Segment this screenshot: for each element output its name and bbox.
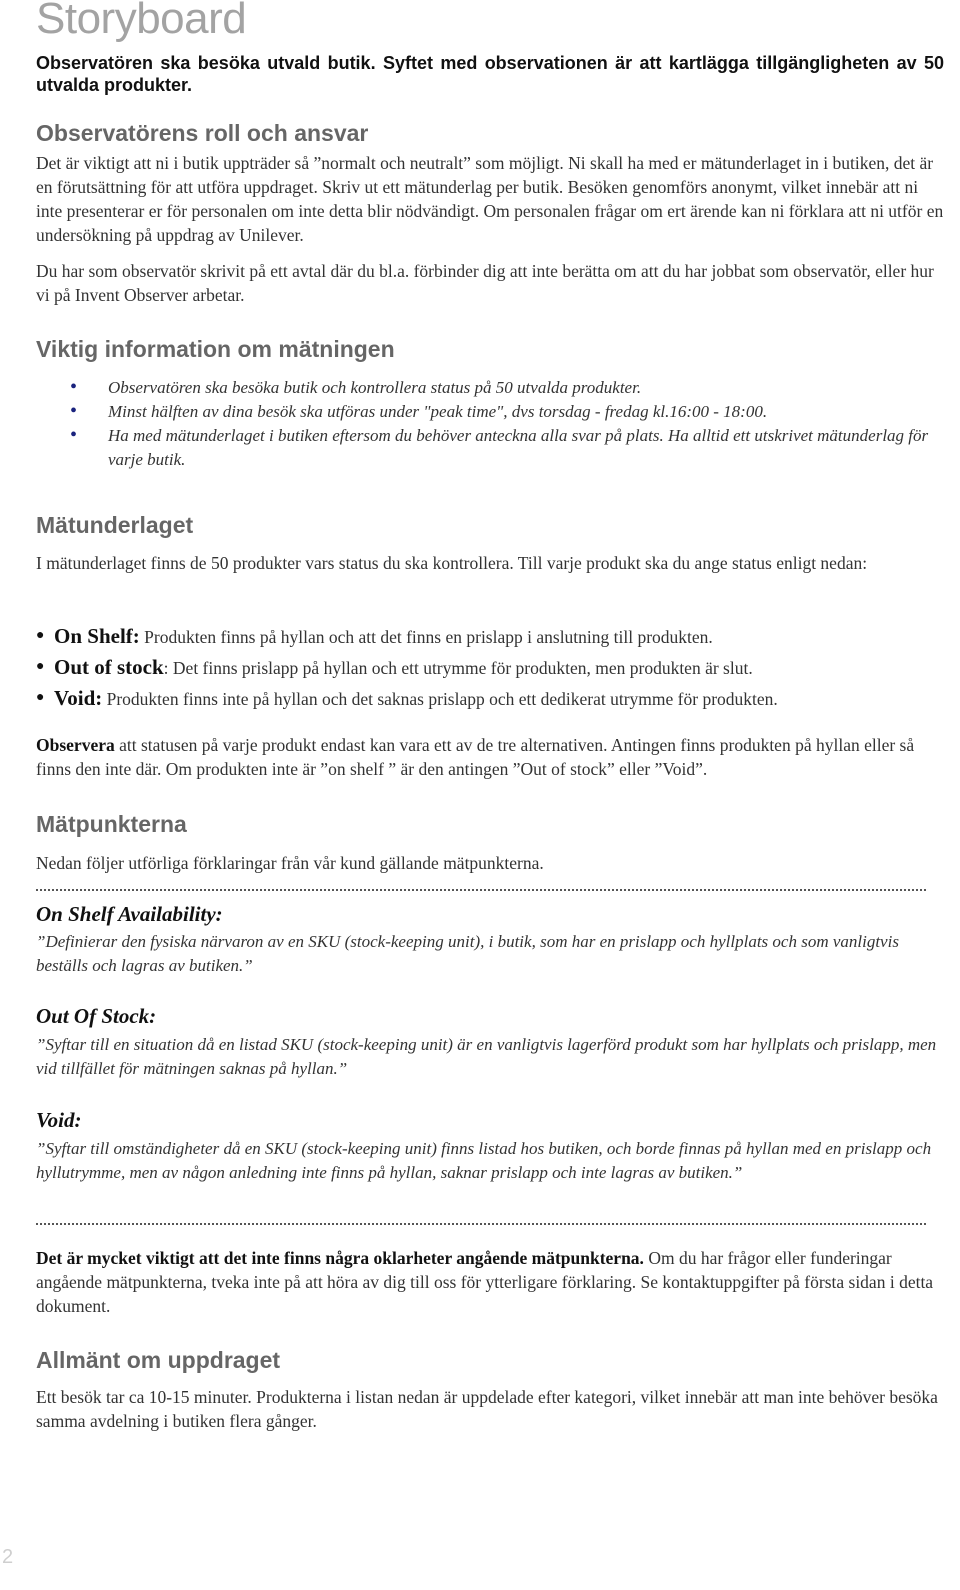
allmant-paragraph: Ett besök tar ca 10-15 minuter. Produkterna i listan nedan är uppdelade efter kategori, vilket innebär att man inte behöver besöka samma avdelning i butiken flera gånger. bbox=[36, 1387, 938, 1431]
section-heading-viktig: Viktig information om mätningen bbox=[36, 336, 395, 362]
list-item: • Observatören ska besöka butik och kontrollera status på 50 utvalda produkter. bbox=[70, 376, 642, 398]
roll-paragraph-2: Du har som observatör skrivit på ett avtal där du bl.a. förbinder dig att inte berätta om att du har jobbat som observatör, eller hur vi på Invent Observer arbetar. bbox=[36, 261, 934, 305]
definition-on-shelf: ”Definierar den fysiska närvaron av en SKU (stock-keeping unit), i butik, som har en prislapp och hyllplats och som vanligtvis beställs och lagras av butiken.” bbox=[36, 932, 899, 975]
definition-out-of-stock: ”Syftar till en situation då en listad SKU (stock-keeping unit) är en vanligtvis lagerförd produkt som har hyllplats och prislapp, men vid tillfället för mätningen saknas på hyllan.” bbox=[36, 1035, 937, 1078]
bullet-icon: ● bbox=[36, 690, 45, 705]
status-item-void: ● Void: Produkten finns inte på hyllan och det saknas prislapp och ett dedikerat utrymme för produkten. bbox=[36, 686, 778, 710]
list-item: • Minst hälften av dina besök ska utföras under "peak time", dvs torsdag - fredag kl.16:00 - 18:00. bbox=[70, 400, 768, 422]
bullet-icon: ● bbox=[36, 628, 45, 643]
section-heading-allmant: Allmänt om uppdraget bbox=[36, 1347, 281, 1373]
roll-paragraph-1: Det är viktigt att ni i butik uppträder så ”normalt och neutralt” som möjligt. Ni skall ha med er mätunderlaget in i butiken, det är en förutsättning för att utföra uppdraget. Skriv ut ett mätunderlag per butik. Besöken genomförs anonymt, vilket innebär att ni inte presenterar er för personalen om inte detta blir nödvändigt. Om personalen frågar om ert ärende kan ni förklara att ni utför en undersökning på uppdrag av Unilever. bbox=[36, 153, 944, 245]
section-heading-matpunkterna: Mätpunkterna bbox=[36, 811, 187, 837]
lead-paragraph: Observatören ska besöka utvald butik. Syftet med observationen är att kartlägga tillgängligheten av 50 utvalda produkter. bbox=[36, 53, 944, 95]
status-item-out-of-stock: ● Out of stock: Det finns prislapp på hyllan och ett utrymme för produkten, men produkten är slut. bbox=[36, 655, 753, 679]
matpunkterna-intro: Nedan följer utförliga förklaringar från vår kund gällande mätpunkterna. bbox=[36, 853, 544, 873]
term-on-shelf: On Shelf Availability: bbox=[36, 902, 223, 926]
term-void: Void: bbox=[36, 1108, 82, 1132]
section-heading-roll: Observatörens roll och ansvar bbox=[36, 120, 369, 146]
term-out-of-stock: Out Of Stock: bbox=[36, 1004, 157, 1028]
bullet-icon: • bbox=[70, 400, 78, 422]
page-number: 2 bbox=[2, 1546, 14, 1568]
status-item-on-shelf: ● On Shelf: Produkten finns på hyllan och att det finns en prislapp i anslutning till produkten. bbox=[36, 624, 713, 648]
bullet-icon: ● bbox=[36, 659, 45, 674]
observera-paragraph: Observera att statusen på varje produkt endast kan vara ett av de tre alternativen. Antingen finns produkten på hyllan eller så finns den inte där. Om produkten inte är ”on shelf ” är den antingen ”Out of stock” eller ”Void”. bbox=[36, 735, 915, 779]
definition-void: ”Syftar till omständigheter då en SKU (stock-keeping unit) finns listad hos butiken, och borde finnas på hyllan med en prislapp och hyllutrymme, men av någon anledning inte finns på hyllan, saknar prislapp och inte lagras av butiken.” bbox=[36, 1139, 932, 1182]
list-item: • Ha med mätunderlaget i butiken eftersom du behöver anteckna alla svar på plats. Ha alltid ett utskrivet mätunderlag för varje butik. bbox=[70, 424, 929, 469]
matunderlaget-intro: I mätunderlaget finns de 50 produkter vars status du ska kontrollera. Till varje produkt ska du ange status enligt nedan: bbox=[36, 553, 868, 573]
bullet-icon: • bbox=[70, 376, 78, 398]
dotted-divider bbox=[36, 889, 926, 891]
viktig-list bbox=[70, 376, 944, 472]
page-title: Storyboard bbox=[36, 0, 247, 43]
bullet-icon: • bbox=[70, 424, 78, 446]
dotted-divider bbox=[36, 1223, 926, 1225]
status-list bbox=[36, 622, 944, 715]
important-note: Det är mycket viktigt att det inte finns några oklarheter angående mätpunkterna. Om du har frågor eller funderingar angående mätpunkterna, tveka inte på att höra av dig till oss för ytterligare förklaring. Se kontaktuppgifter på första sidan i detta dokument. bbox=[36, 1248, 934, 1316]
section-heading-matunderlaget: Mätunderlaget bbox=[36, 512, 194, 538]
